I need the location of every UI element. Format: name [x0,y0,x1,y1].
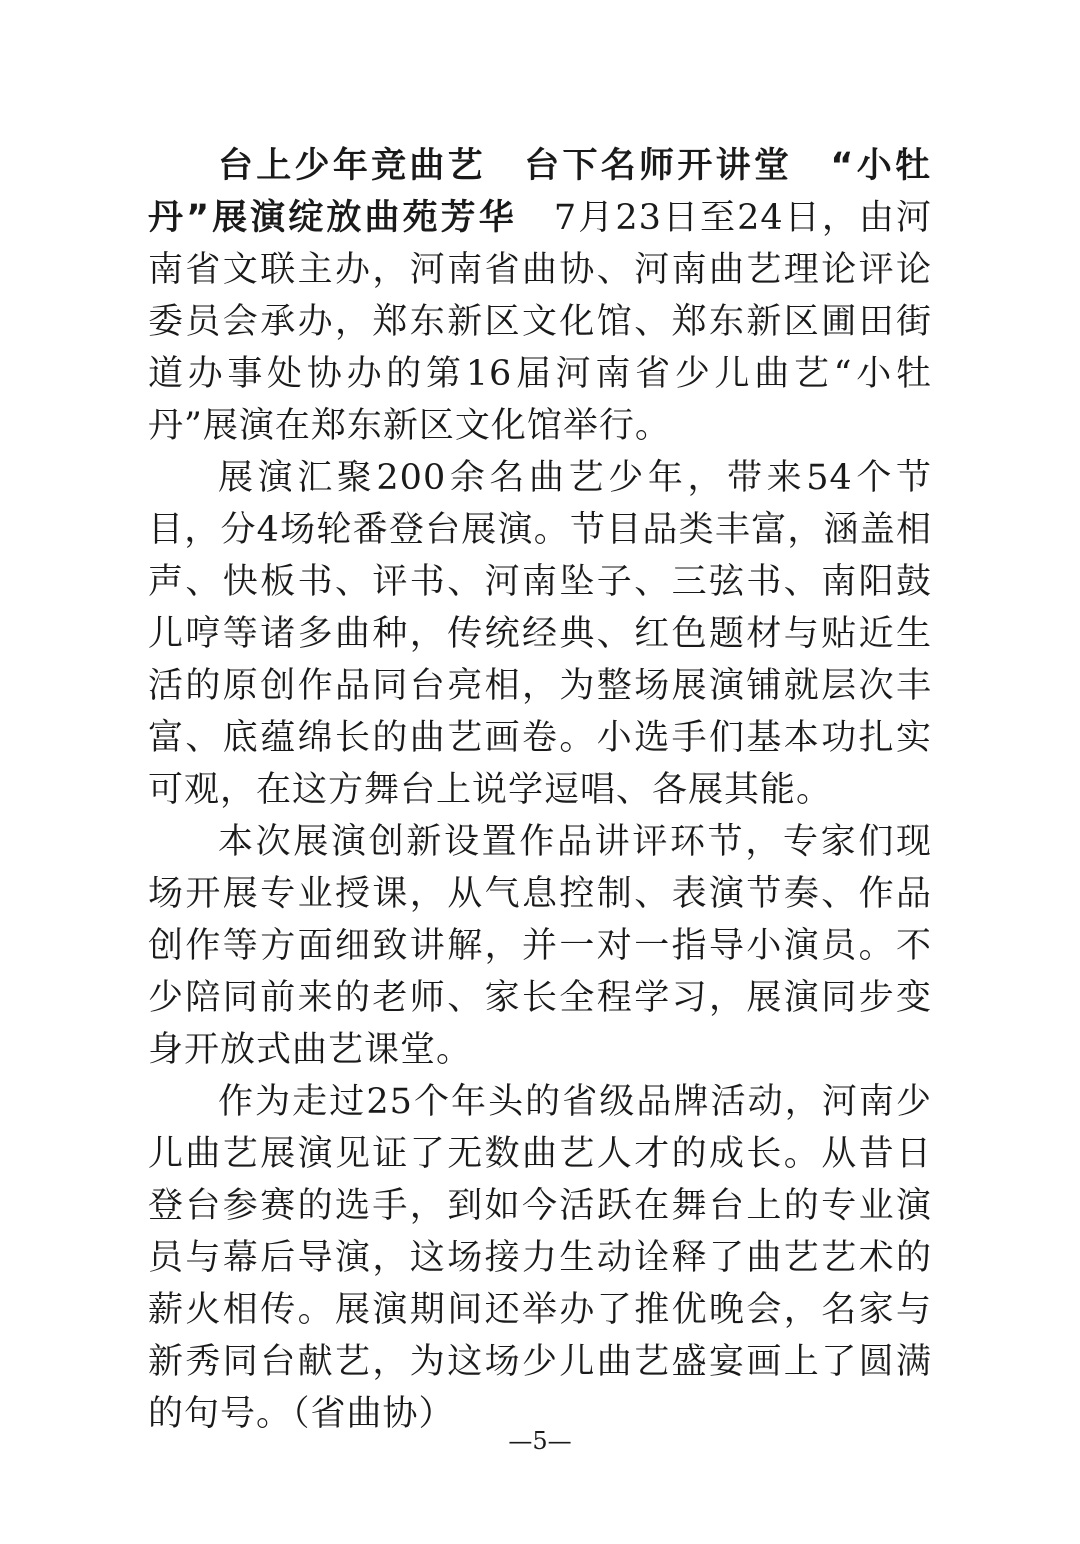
article-paragraph-2: 展演汇聚200余名曲艺少年，带来54个节目，分4场轮番登台展演。节目品类丰富，涵盖相声、快板书、评书、河南坠子、三弦书、南阳鼓儿哼等诸多曲种，传统经典、红色题材与贴近生活的原创作品同台亮相，为整场展演铺就层次丰富、底蕴绵长的曲艺画卷。小选手们基本功扎实可观，在这方舞台上说学逗唱、各展其能。 [148,458,932,810]
article-paragraph-3: 本次展演创新设置作品讲评环节，专家们现场开展专业授课，从气息控制、表演节奏、作品创作等方面细致讲解，并一对一指导小演员。不少陪同前来的老师、家长全程学习，展演同步变身开放式曲艺课堂。 [148,822,932,1070]
paragraph-1-text: 7月23日至24日，由河南省文联主办，河南省曲协、河南曲艺理论评论委员会承办，郑东新区文化馆、郑东新区圃田街道办事处协办的第16届河南省少儿曲艺“小牡丹”展演在郑东新区文化馆举行。 [148,198,932,446]
article-paragraph-4: 作为走过25个年头的省级品牌活动，河南少儿曲艺展演见证了无数曲艺人才的成长。从昔日登台参赛的选手，到如今活跃在舞台上的专业演员与幕后导演，这场接力生动诠释了曲艺艺术的薪火相传。展演期间还举办了推优晚会，名家与新秀同台献艺，为这场少儿曲艺盛宴画上了圆满的句号。（省曲协） [148,1082,932,1434]
article-headline: 台上少年竞曲艺 台下名师开讲堂 “小牡丹”展演绽放曲苑芳华 [148,146,932,238]
article-paragraph-1 [148,140,932,452]
page-number: —5— [508,1427,572,1455]
article-body [148,140,932,1440]
